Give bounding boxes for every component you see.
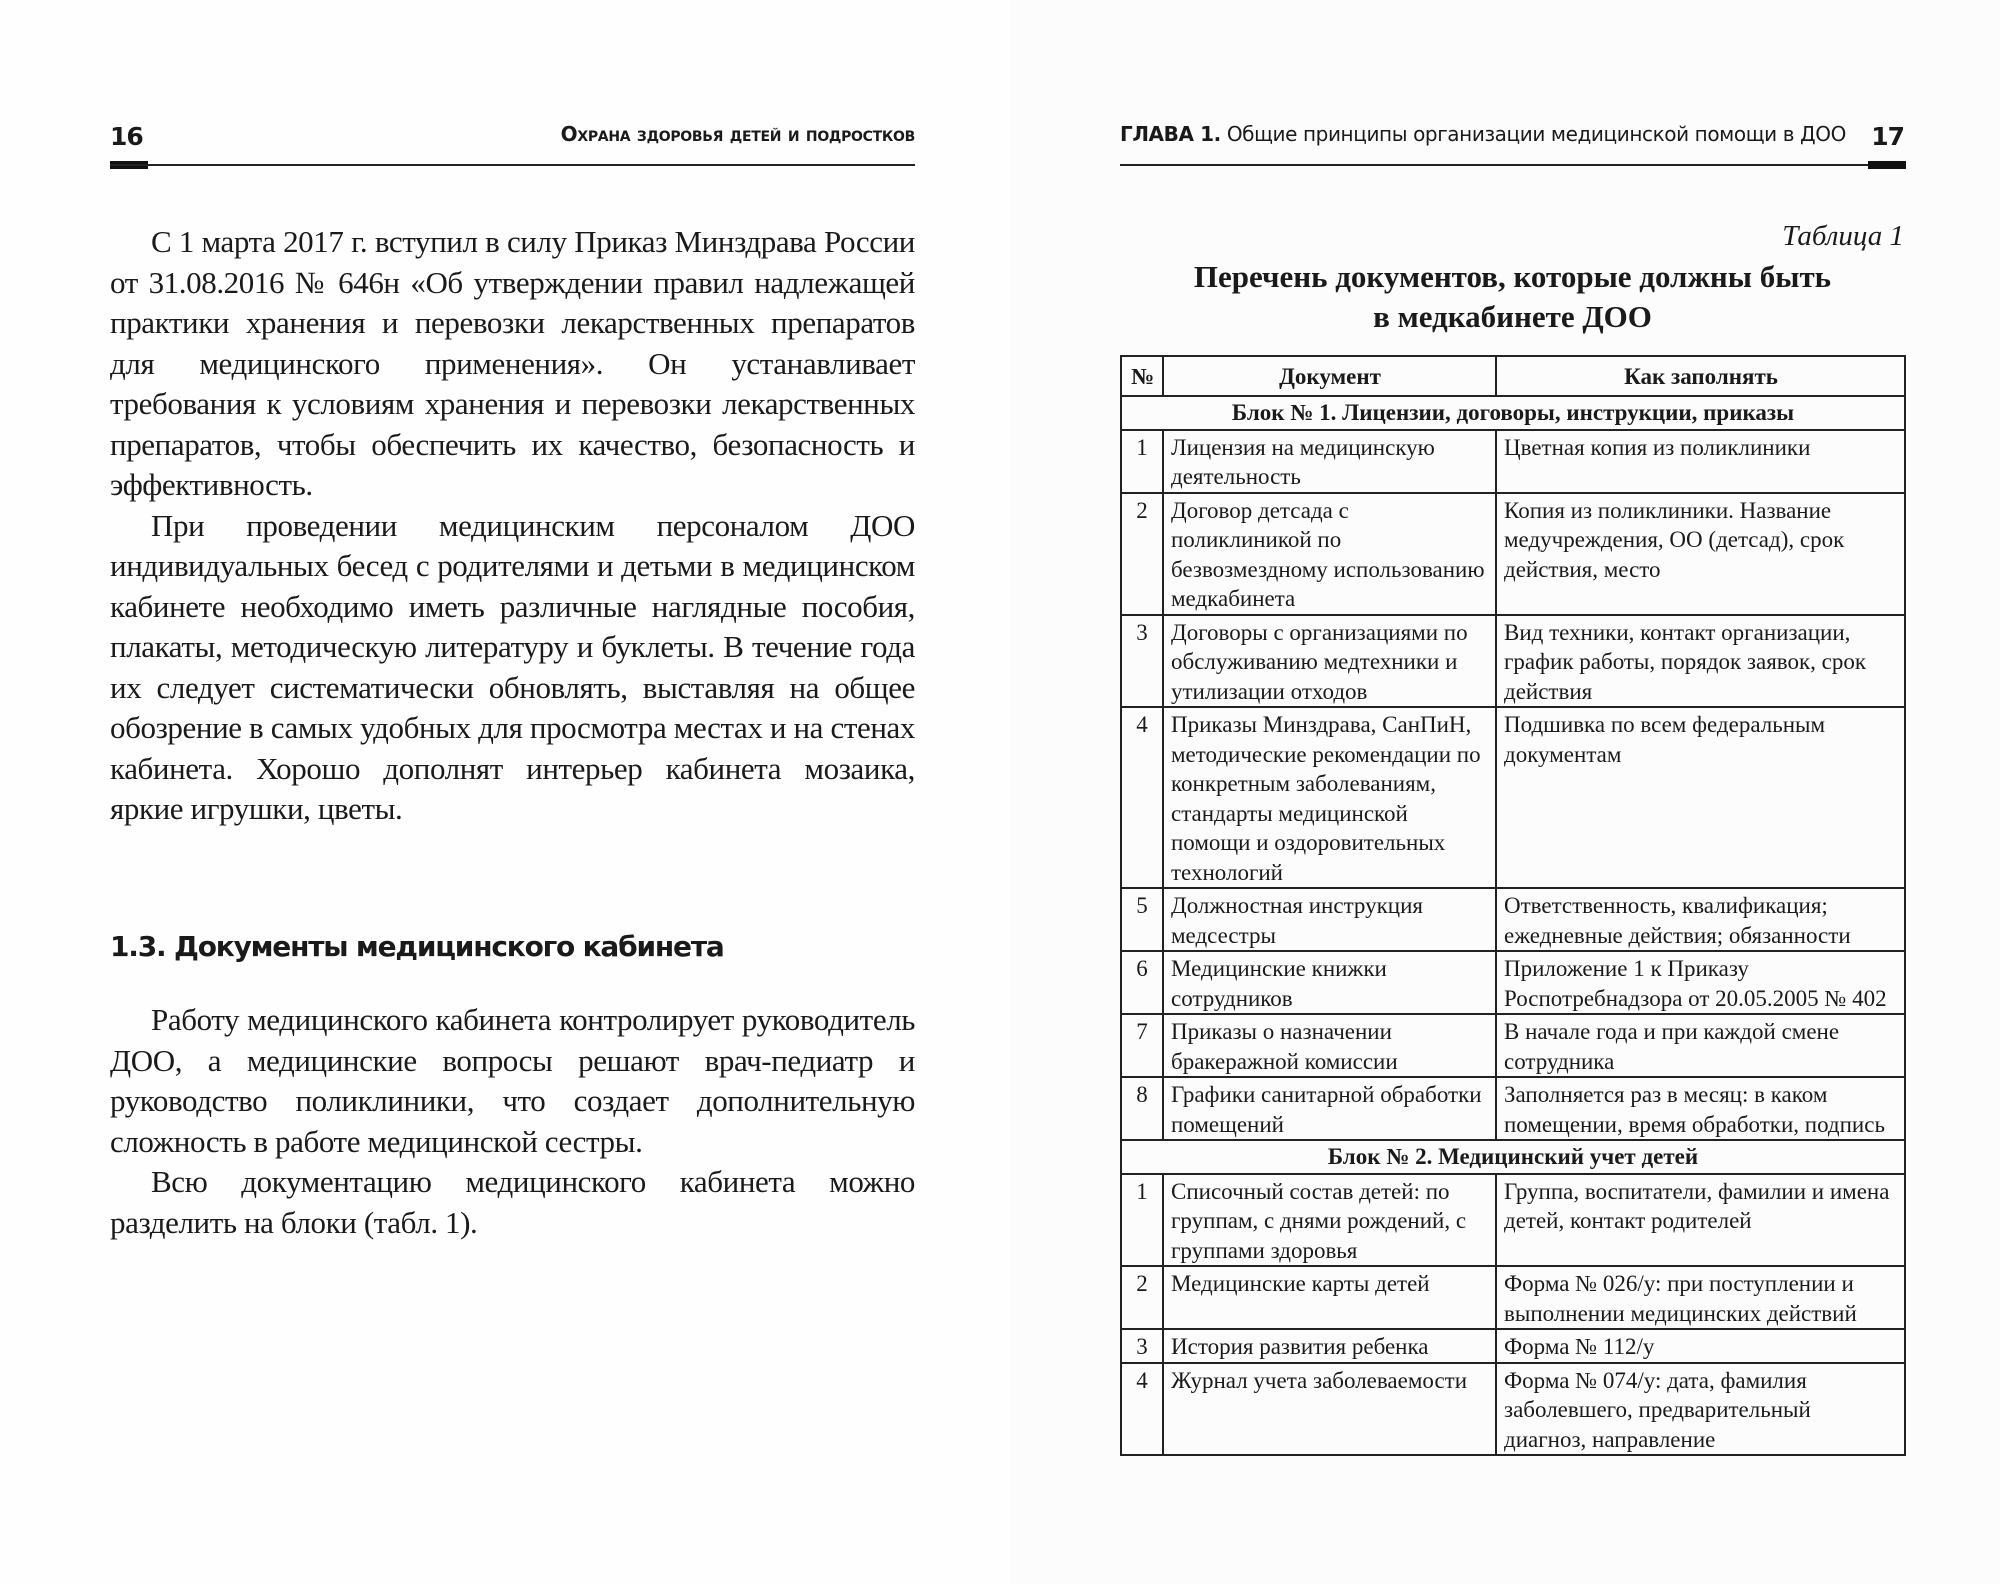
cell-number: 4 — [1121, 1363, 1163, 1456]
header-rule — [110, 164, 915, 166]
table-row — [1121, 1329, 1905, 1363]
block-title: Блок № 2. Медицинский учет детей — [1121, 1140, 1905, 1174]
cell-number: 4 — [1121, 707, 1163, 888]
section-heading: 1.3. Документы медицинского кабинета — [110, 930, 724, 963]
cell-document: Приказы о назначении бракеражной комиссии — [1163, 1014, 1496, 1077]
table-row — [1121, 707, 1905, 888]
paragraph: Работу медицинского кабинета контролирует руководитель ДОО, а медицинские вопросы решают врач-педиатр и руководство поликлиники, что создает дополнительную сложность в работе медицинской сестры. — [110, 1002, 915, 1159]
cell-how-to-fill: Вид техники, контакт организации, график работы, порядок заявок, срок действия — [1496, 615, 1905, 708]
page-number-right: 17 — [1871, 122, 1904, 151]
table-row — [1121, 615, 1905, 708]
block-title: Блок № 1. Лицензии, договоры, инструкции, приказы — [1121, 396, 1905, 430]
cell-document: История развития ребенка — [1163, 1329, 1496, 1363]
header-how-to-fill: Как заполнять — [1496, 356, 1905, 396]
table-row — [1121, 1266, 1905, 1329]
table-header-row — [1121, 356, 1905, 396]
header-rule-accent — [1868, 161, 1906, 169]
cell-document: Графики санитарной обработки помещений — [1163, 1077, 1496, 1140]
cell-document: Договор детсада с поликлиникой по безвозмездному использованию медкабинета — [1163, 493, 1496, 615]
table-block-row — [1121, 1140, 1905, 1174]
cell-number: 2 — [1121, 493, 1163, 615]
cell-number: 6 — [1121, 951, 1163, 1014]
cell-number: 2 — [1121, 1266, 1163, 1329]
cell-number: 5 — [1121, 888, 1163, 951]
running-title-left: Охрана здоровья детей и подростков — [560, 122, 915, 146]
cell-how-to-fill: В начале года и при каждой смене сотрудника — [1496, 1014, 1905, 1077]
table-row — [1121, 888, 1905, 951]
cell-number: 3 — [1121, 615, 1163, 708]
table-title-line: Перечень документов, которые должны быть — [1193, 259, 1832, 294]
cell-number: 3 — [1121, 1329, 1163, 1363]
cell-number: 1 — [1121, 1174, 1163, 1267]
header-document: Документ — [1163, 356, 1496, 396]
cell-how-to-fill: Подшивка по всем федеральным документам — [1496, 707, 1905, 888]
cell-how-to-fill: Форма № 026/у: при поступлении и выполнении медицинских действий — [1496, 1266, 1905, 1329]
table-block-row — [1121, 396, 1905, 430]
paragraph: С 1 марта 2017 г. вступил в силу Приказ Минздрава России от 31.08.2016 № 646н «Об утверждении правил надлежащей практики хранения и перевозки лекарственных препаратов для медицинского применения». Он устанавливает требования к условиям хранения и перевозки лекарственных препаратов, чтобы обеспечить их качество, безопасность и эффективность. — [110, 224, 915, 502]
cell-how-to-fill: Копия из поликлиники. Название медучреждения, ОО (детсад), срок действия, место — [1496, 493, 1905, 615]
cell-document: Медицинские карты детей — [1163, 1266, 1496, 1329]
cell-how-to-fill: Приложение 1 к Приказу Роспотребнадзора от 20.05.2005 № 402 — [1496, 951, 1905, 1014]
intro-text — [110, 222, 915, 830]
paragraph: При проведении медицинским персоналом ДОО индивидуальных бесед с родителями и детьми в медицинском кабинете необходимо иметь различные наглядные пособия, плакаты, методическую литературу и буклеты. В течение года их следует систематически обновлять, выставляя на общее обозрение в самых удобных для просмотра местах и на стенах кабинета. Хорошо дополнят интерьер кабинета мозаика, яркие игрушки, цветы. — [110, 507, 915, 826]
table-caption: Таблица 1 — [1782, 220, 1904, 252]
cell-number: 8 — [1121, 1077, 1163, 1140]
table-title — [1120, 257, 1905, 337]
section-text — [110, 1000, 915, 1243]
cell-number: 7 — [1121, 1014, 1163, 1077]
cell-document: Договоры с организациями по обслуживанию медтехники и утилизации отходов — [1163, 615, 1496, 708]
cell-how-to-fill: Группа, воспитатели, фамилии и имена детей, контакт родителей — [1496, 1174, 1905, 1267]
page-number-left: 16 — [110, 122, 143, 151]
cell-document: Приказы Минздрава, СанПиН, методические рекомендации по конкретным заболеваниям, стандарты медицинской помощи и оздоровительных технологий — [1163, 707, 1496, 888]
cell-how-to-fill: Форма № 074/у: дата, фамилия заболевшего, предварительный диагноз, направление — [1496, 1363, 1905, 1456]
cell-document: Медицинские книжки сотрудников — [1163, 951, 1496, 1014]
cell-number: 1 — [1121, 430, 1163, 493]
cell-how-to-fill: Цветная копия из поликлиники — [1496, 430, 1905, 493]
cell-document: Лицензия на медицинскую деятельность — [1163, 430, 1496, 493]
table-row — [1121, 1363, 1905, 1456]
table-row — [1121, 951, 1905, 1014]
documents-table — [1120, 355, 1906, 1456]
cell-how-to-fill: Форма № 112/у — [1496, 1329, 1905, 1363]
header-num: № — [1121, 356, 1163, 396]
table-title-line: в медкабинете ДОО — [1373, 299, 1652, 334]
cell-document: Журнал учета заболеваемости — [1163, 1363, 1496, 1456]
chapter-label: ГЛАВА 1. — [1120, 122, 1221, 146]
cell-document: Списочный состав детей: по группам, с днями рождений, с группами здоровья — [1163, 1174, 1496, 1267]
table-row — [1121, 1077, 1905, 1140]
running-title-right — [1120, 122, 1846, 146]
chapter-title: Общие принципы организации медицинской помощи в ДОО — [1226, 122, 1846, 146]
cell-how-to-fill: Ответственность, квалификация; ежедневные действия; обязанности — [1496, 888, 1905, 951]
header-rule — [1120, 164, 1906, 166]
paragraph: Всю документацию медицинского кабинета можно разделить на блоки (табл. 1). — [110, 1164, 915, 1240]
table-row — [1121, 1174, 1905, 1267]
table-row — [1121, 1014, 1905, 1077]
table-row — [1121, 493, 1905, 615]
table-row — [1121, 430, 1905, 493]
cell-document: Должностная инструкция медсестры — [1163, 888, 1496, 951]
cell-how-to-fill: Заполняется раз в месяц: в каком помещении, время обработки, подпись — [1496, 1077, 1905, 1140]
